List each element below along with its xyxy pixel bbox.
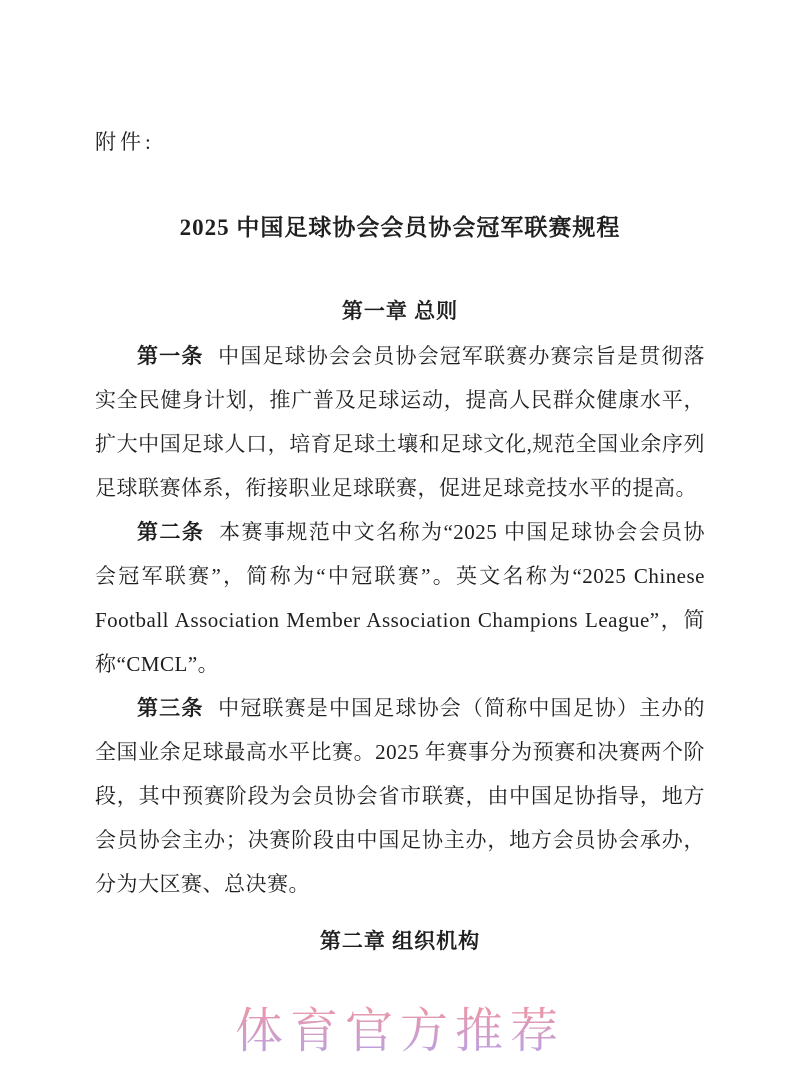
article-3-text: 中冠联赛是中国足球协会（简称中国足协）主办的全国业余足球最高水平比赛。2025 年赛事分为预赛和决赛两个阶段，其中预赛阶段为会员协会省市联赛，由中国足协指导，地方会员协会主办；决赛阶段由中国足协主办，地方会员协会承办，分为大区赛、总决赛。 [95, 696, 706, 896]
article-1-text: 中国足球协会会员协会冠军联赛办赛宗旨是贯彻落实全民健身计划，推广普及足球运动，提高人民群众健康水平，扩大中国足球人口，培育足球土壤和足球文化,规范全国业余序列足球联赛体系，衔接职业足球联赛，促进足球竞技水平的提高。 [95, 344, 706, 500]
article-1 [95, 334, 705, 510]
article-2 [95, 510, 705, 686]
attachment-label: 附件: [95, 130, 155, 154]
chapter-1-articles [95, 334, 705, 906]
article-2-text: 本赛事规范中文名称为“2025 中国足球协会会员协会冠军联赛”，简称为“中冠联赛”。英文名称为“2025 Chinese Football Association Member Association Champions League”，简称“CMCL”。 [95, 520, 705, 676]
article-3-label: 第三条 [137, 696, 204, 720]
chapter-1-heading: 第一章 总则 [341, 299, 459, 323]
document-title: 2025 中国足球协会会员协会冠军联赛规程 [179, 215, 621, 240]
article-2-label: 第二条 [137, 520, 205, 544]
article-3 [95, 686, 705, 906]
article-1-label: 第一条 [137, 344, 204, 368]
watermark-text: 体育官方推荐 [234, 1005, 566, 1058]
chapter-2-heading: 第二章 组织机构 [319, 929, 481, 953]
